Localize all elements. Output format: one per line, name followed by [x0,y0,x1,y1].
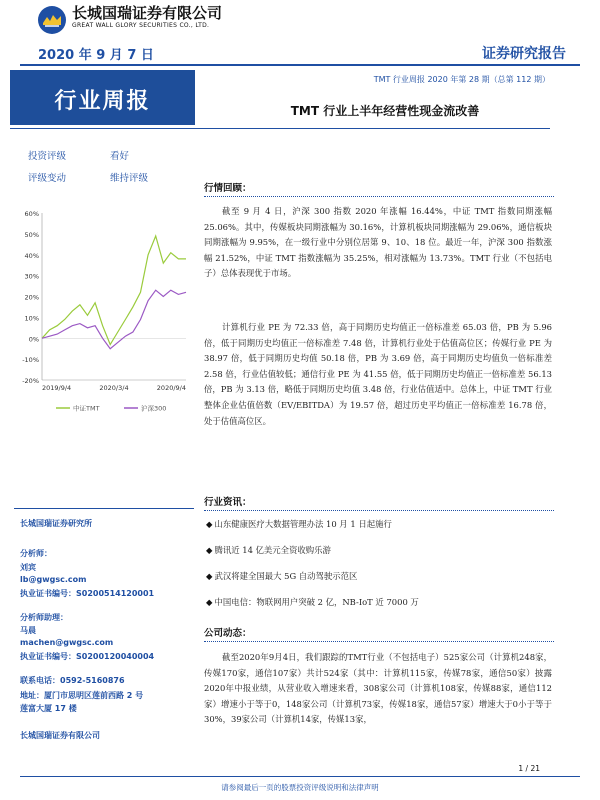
rating-value: 看好 [110,151,130,162]
footer-divider [20,776,580,777]
report-title: TMT 行业上半年经营性现金流改善 [290,104,480,118]
assistant-label: 分析师助理： [20,613,68,622]
company-logo [20,0,280,36]
section-divider [204,196,554,197]
y-tick-label: 60% [24,210,39,218]
assistant-name: 马晨 [20,626,36,635]
contact-phone: 联系电话：0592-5160876 [20,676,125,685]
news-item[interactable] [206,596,419,608]
y-tick-label: 10% [24,314,39,323]
legend-label: 中证TMT [73,404,100,413]
research-institute: 长城国瑞证券研究所 [20,519,92,528]
analyst-name: 刘宾 [20,563,36,572]
header-divider [20,64,580,66]
footer-disclaimer: 请参阅最后一页的股票投资评级说明和法律声明 [221,783,379,792]
page-number: 1 / 21 [518,764,540,773]
company-updates-heading: 公司动态： [204,628,252,639]
news-item-text: 腾讯近 14 亿美元全资收购乐游 [214,545,331,555]
section-divider [204,510,554,511]
industry-news-heading: 行业资讯： [204,497,252,508]
x-tick-label: 2019/9/4 [42,384,72,392]
rating-change-value: 维持评级 [110,173,149,184]
news-item[interactable] [206,570,357,582]
market-review-paragraph-2: 计算机行业 PE 为 72.33 倍，高于同期历史均值正一倍标准差 65.03 倍，PB 为 5.96 倍，低于同期历史均值正一倍标准差 7.48 倍，计算机行业处于估值高位区；传媒行业 PE 为 38.97 倍，低于同期历史均值 50.18 倍，PB 为 3.69 倍，高于同期历史均值负一倍标准差 2.58 倍，行业估值较低；通信行业 PE 为 41.55 倍，低于同期历史均值正一倍标准差 56.13 倍，PB 为 3.13 倍，略低于同期历史均值 3.48 倍，行业估值适中。总体上，中证 TMT 行业整体企业估值倍数（EV/EBITDA）为 19.57 倍，超过历史平均值正一倍标准差 16.78 倍，处于估值高位区。 [204,322,552,426]
company-name-cn: 长城国瑞证券有限公司 [72,4,223,22]
assistant-email[interactable]: machen@gwgsc.com [20,638,114,647]
banner-text: 行业周报 [54,89,151,114]
company-name-footer: 长城国瑞证券有限公司 [20,731,100,740]
series-line [42,290,186,349]
analyst-cert: 执业证书编号：S0200514120001 [20,589,155,598]
logo-emblem-icon [38,6,66,34]
legend-label: 沪深300 [141,404,167,413]
report-series: TMT 行业周报 2020 年第 28 期（总第 112 期） [373,75,550,84]
performance-chart [14,205,194,420]
rating-change-label: 评级变动 [28,173,67,184]
report-type-banner [10,70,195,125]
report-date: 2020 年 9 月 7 日 [38,48,154,63]
diamond-bullet-icon: ◆ [206,597,213,607]
diamond-bullet-icon: ◆ [206,545,213,555]
sidebar-divider [14,508,194,509]
company-updates-paragraph: 截至2020年9月4日，我们跟踪的TMT行业（不包括电子）525家公司（计算机248家，传媒170家，通信107家）共计524家（其中：计算机115家，传媒78家，通信50家）披露2020年中报业绩，从营业收入增速来看，308家公司（计算机108家，传媒88家，通信112家）增速小于等于0，148家公司（计算机73家，传媒18家，通信57家）增速大于0小于等于30%，39家公司（计算机14家，传媒13家， [204,652,552,725]
news-item-text: 武汉将建全国最大 5G 自动驾驶示范区 [214,571,358,581]
news-item[interactable] [206,544,331,556]
y-tick-label: 0% [28,335,39,344]
section-divider [204,641,554,642]
doc-type-label: 证券研究报告 [482,46,566,62]
y-tick-label: -20% [22,377,39,385]
market-review-paragraph-1: 截至 9 月 4 日，沪深 300 指数 2020 年涨幅 16.44%，中证 TMT 指数同期涨幅 25.06%。其中，传媒板块同期涨幅为 30.16%，计算机板块同期涨幅为 29.06%，通信板块同期涨幅为 9.95%，在一级行业中分别位居第 9、10、18 位。最近一年，沪深 300 指数涨幅 21.52%，中证 TMT 指数涨幅为 35.25%，相对涨幅为 13.73%。TMT 行业（不包括电子）总体表现优于市场。 [204,206,552,279]
market-review-heading: 行情回顾： [204,183,252,194]
news-item-text: 山东健康医疗大数据管理办法 10 月 1 日起施行 [214,519,392,529]
address-line2: 莲富大厦 17 楼 [20,704,77,713]
company-name-en: GREAT WALL GLORY SECURITIES CO., LTD. [72,22,210,29]
assistant-cert: 执业证书编号：S0200120040004 [20,652,155,661]
y-tick-label: 50% [24,230,39,239]
x-tick-label: 2020/9/4 [156,384,186,392]
rating-label: 投资评级 [28,151,67,162]
analyst-label: 分析师： [20,549,52,558]
diamond-bullet-icon: ◆ [206,571,213,581]
diamond-bullet-icon: ◆ [206,519,213,529]
address-line1: 地址：厦门市思明区莲前西路 2 号 [20,691,144,700]
y-tick-label: 30% [24,272,39,281]
y-tick-label: 40% [24,251,39,260]
x-tick-label: 2020/3/4 [99,384,129,392]
title-divider [10,128,550,129]
y-tick-label: -10% [22,356,39,365]
analyst-email[interactable]: lb@gwgsc.com [20,575,87,584]
news-item-text: 中国电信：物联网用户突破 2 亿，NB-IoT 近 7000 万 [214,597,419,607]
series-line [42,236,186,345]
y-tick-label: 20% [24,293,39,302]
news-item[interactable] [206,518,392,530]
performance-chart-svg [14,205,194,420]
